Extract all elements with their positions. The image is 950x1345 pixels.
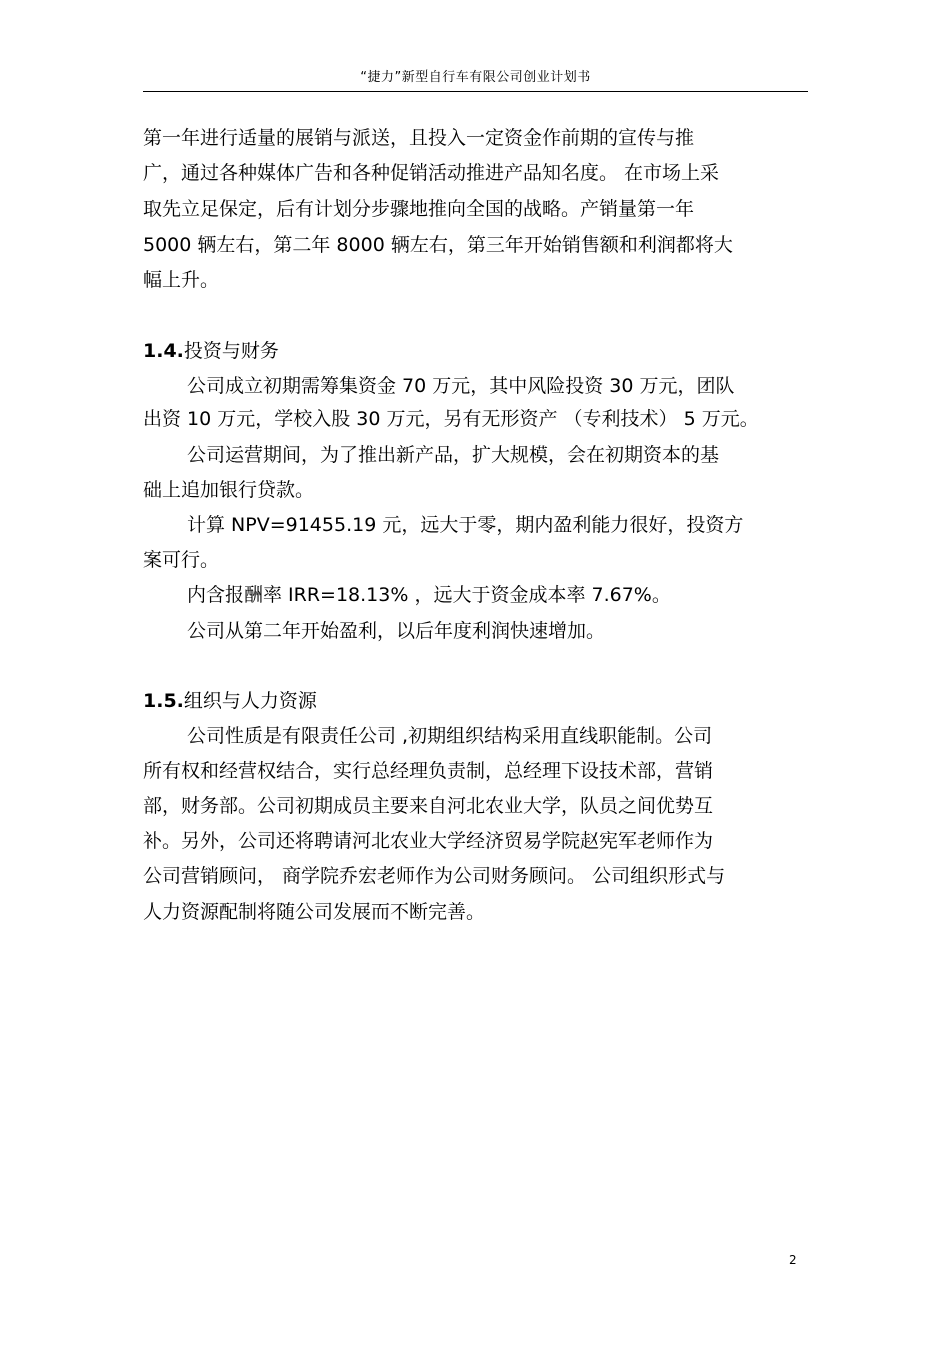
section-1-5-line-1: 公司性质是有限责任公司 ,初期组织结构采用直线职能制。公司 [187, 725, 713, 747]
section-1-4-line-2: 出资 10 万元，学校入股 30 万元，另有无形资产 （专利技术） 5 万元。 [143, 408, 759, 430]
intro-line-2: 广，通过各种媒体广告和各种促销活动推进产品知名度。 在市场上采 [143, 162, 720, 184]
section-1-4-number: 1.4. [143, 340, 184, 362]
section-1-5-line-6: 人力资源配制将随公司发展而不断完善。 [143, 901, 486, 923]
section-1-5-title: 组织与人力资源 [183, 690, 317, 712]
section-1-4-line-4: 础上追加银行贷款。 [143, 479, 315, 501]
section-1-4-line-6: 案可行。 [143, 549, 220, 571]
page-number: 2 [789, 1253, 797, 1267]
section-1-4-line-8: 公司从第二年开始盈利，以后年度利润快速增加。 [187, 620, 606, 642]
section-1-4-line-3: 公司运营期间，为了推出新产品，扩大规模，会在初期资本的基 [187, 444, 720, 466]
page-header-title: “捷力”新型自行车有限公司创业计划书 [360, 70, 591, 85]
section-1-5-line-4: 补。另外，公司还将聘请河北农业大学经济贸易学院赵宪军老师作为 [143, 830, 714, 852]
intro-line-3: 取先立足保定，后有计划分步骤地推向全国的战略。产销量第一年 [143, 198, 695, 220]
section-1-5-line-5: 公司营销顾问， 商学院乔宏老师作为公司财务顾问。 公司组织形式与 [143, 865, 726, 887]
section-1-5-line-3: 部，财务部。公司初期成员主要来自河北农业大学，队员之间优势互 [143, 795, 714, 817]
section-1-5-number: 1.5. [143, 690, 184, 712]
section-1-4-line-5: 计算 NPV=91455.19 元，远大于零，期内盈利能力很好，投资方 [187, 514, 744, 536]
intro-line-5: 幅上升。 [143, 269, 220, 291]
section-1-4-line-7: 内含报酬率 IRR=18.13% ，远大于资金成本率 7.67%。 [187, 584, 671, 606]
section-1-4-heading [143, 338, 279, 364]
header-rule [143, 91, 808, 92]
section-1-5-heading [143, 688, 317, 714]
intro-line-1: 第一年进行适量的展销与派送，且投入一定资金作前期的宣传与推 [143, 127, 695, 149]
intro-line-4: 5000 辆左右，第二年 8000 辆左右，第三年开始销售额和利润都将大 [143, 234, 733, 256]
section-1-5-line-2: 所有权和经营权结合，实行总经理负责制，总经理下设技术部，营销 [143, 760, 714, 782]
section-1-4-title: 投资与财务 [183, 340, 279, 362]
section-1-4-line-1: 公司成立初期需筹集资金 70 万元，其中风险投资 30 万元，团队 [187, 375, 735, 397]
